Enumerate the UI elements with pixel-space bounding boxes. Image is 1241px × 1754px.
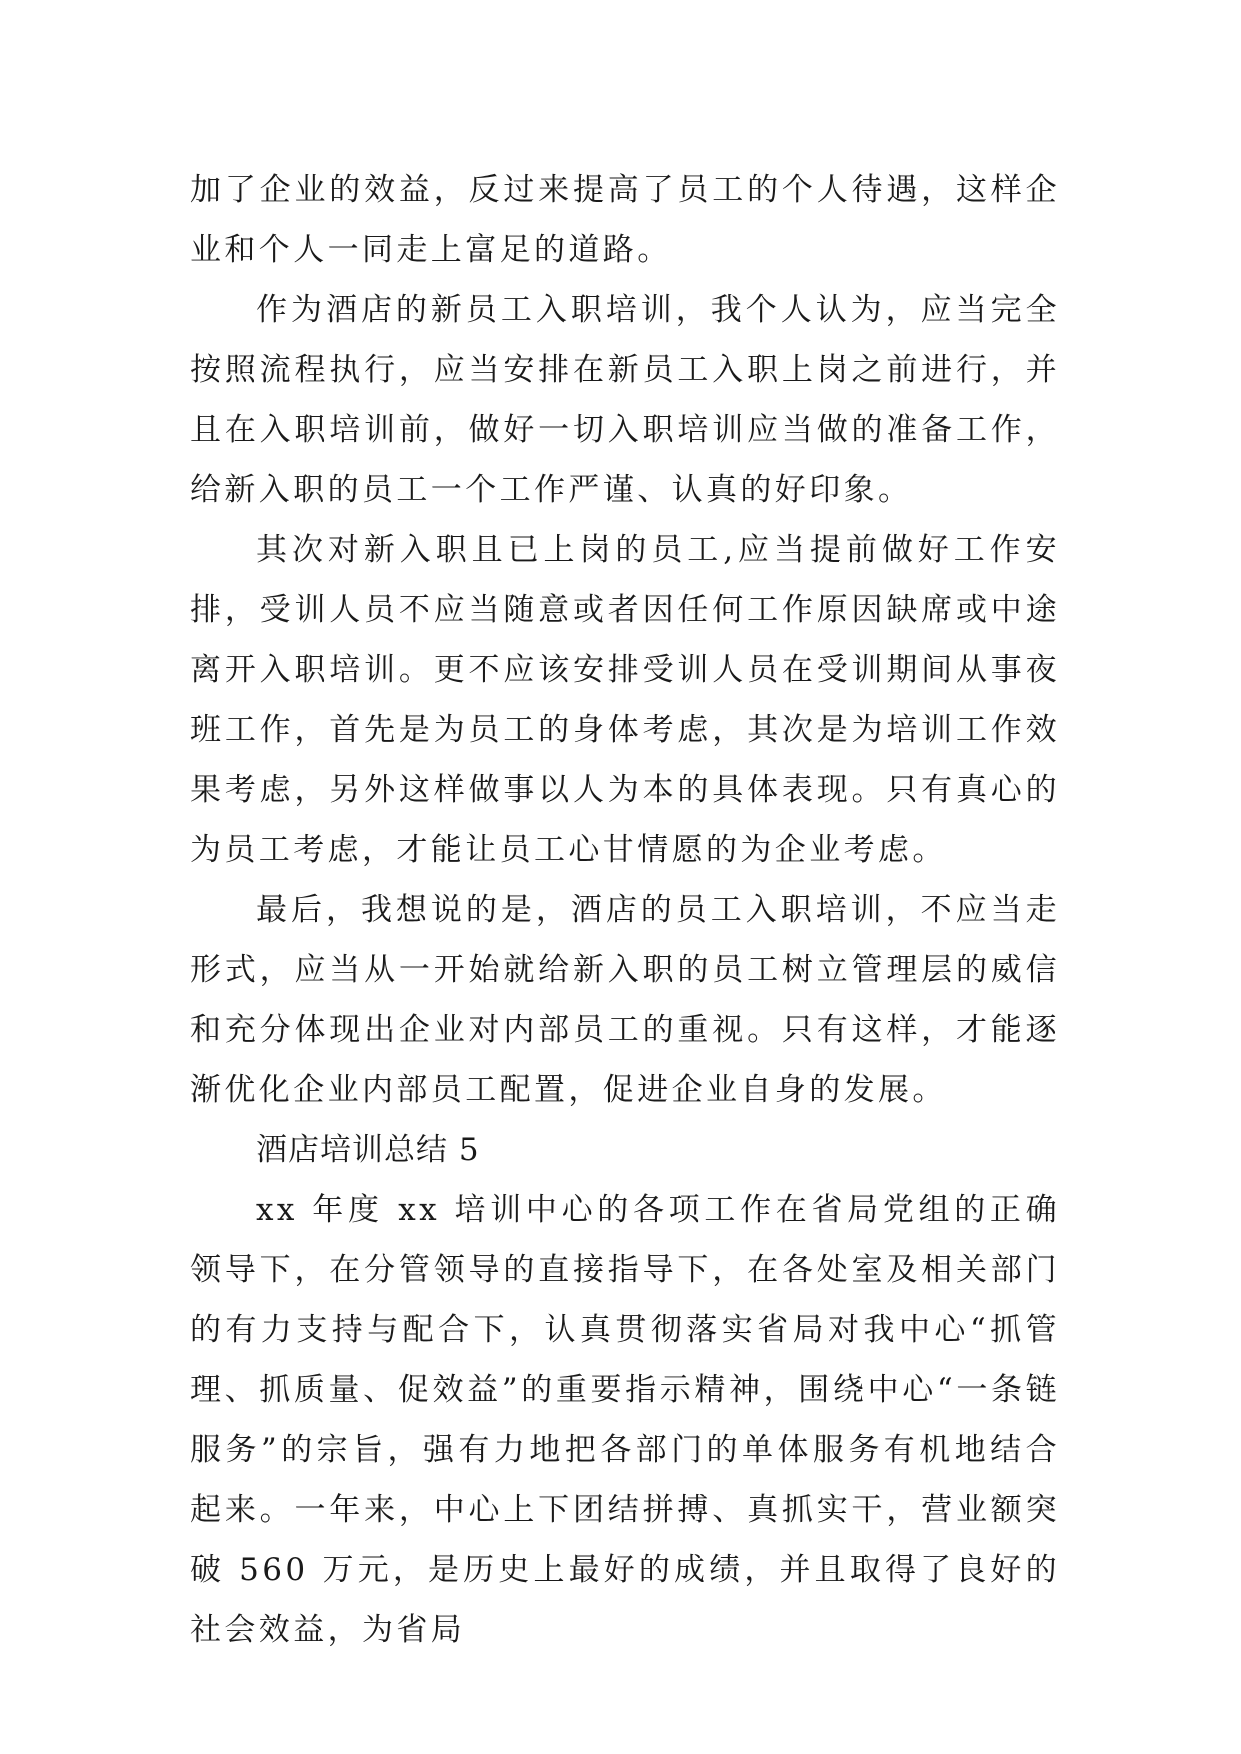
paragraph-training-procedure: 作为酒店的新员工入职培训，我个人认为，应当完全按照流程执行，应当安排在新员工入职上岗之前进行，并且在入职培训前，做好一切入职培训应当做的准备工作，给新入职的员工一个工作严谨、认真的好印象。 (190, 292, 1060, 508)
paragraph-annual-summary: xx 年度 xx 培训中心的各项工作在省局党组的正确领导下，在分管领导的直接指导下，在各处室及相关部门的有力支持与配合下，认真贯彻落实省局对我中心“抓管理、抓质量、促效益”的重要指示精神，围绕中心“一条链服务”的宗旨，强有力地把各部门的单体服务有机地结合起来。一年来，中心上下团结拼搏、真抓实干，营业额突破 560 万元，是历史上最好的成绩，并且取得了良好的社会效益，为省局 (190, 1192, 1060, 1648)
paragraph-work-arrangement: 其次对新入职且已上岗的员工,应当提前做好工作安排，受训人员不应当随意或者因任何工作原因缺席或中途离开入职培训。更不应该安排受训人员在受训期间从事夜班工作，首先是为员工的身体考虑，其次是为培训工作效果考虑，另外这样做事以人为本的具体表现。只有真心的为员工考虑，才能让员工心甘情愿的为企业考虑。 (190, 532, 1060, 868)
paragraph-continuation: 加了企业的效益，反过来提高了员工的个人待遇，这样企业和个人一同走上富足的道路。 (190, 172, 1060, 268)
section-heading: 酒店培训总结 5 (256, 1132, 480, 1168)
document-body (190, 160, 1060, 1660)
paragraph-conclusion: 最后，我想说的是，酒店的员工入职培训，不应当走形式，应当从一开始就给新入职的员工树立管理层的威信和充分体现出企业对内部员工的重视。只有这样，才能逐渐优化企业内部员工配置，促进企业自身的发展。 (190, 892, 1060, 1108)
